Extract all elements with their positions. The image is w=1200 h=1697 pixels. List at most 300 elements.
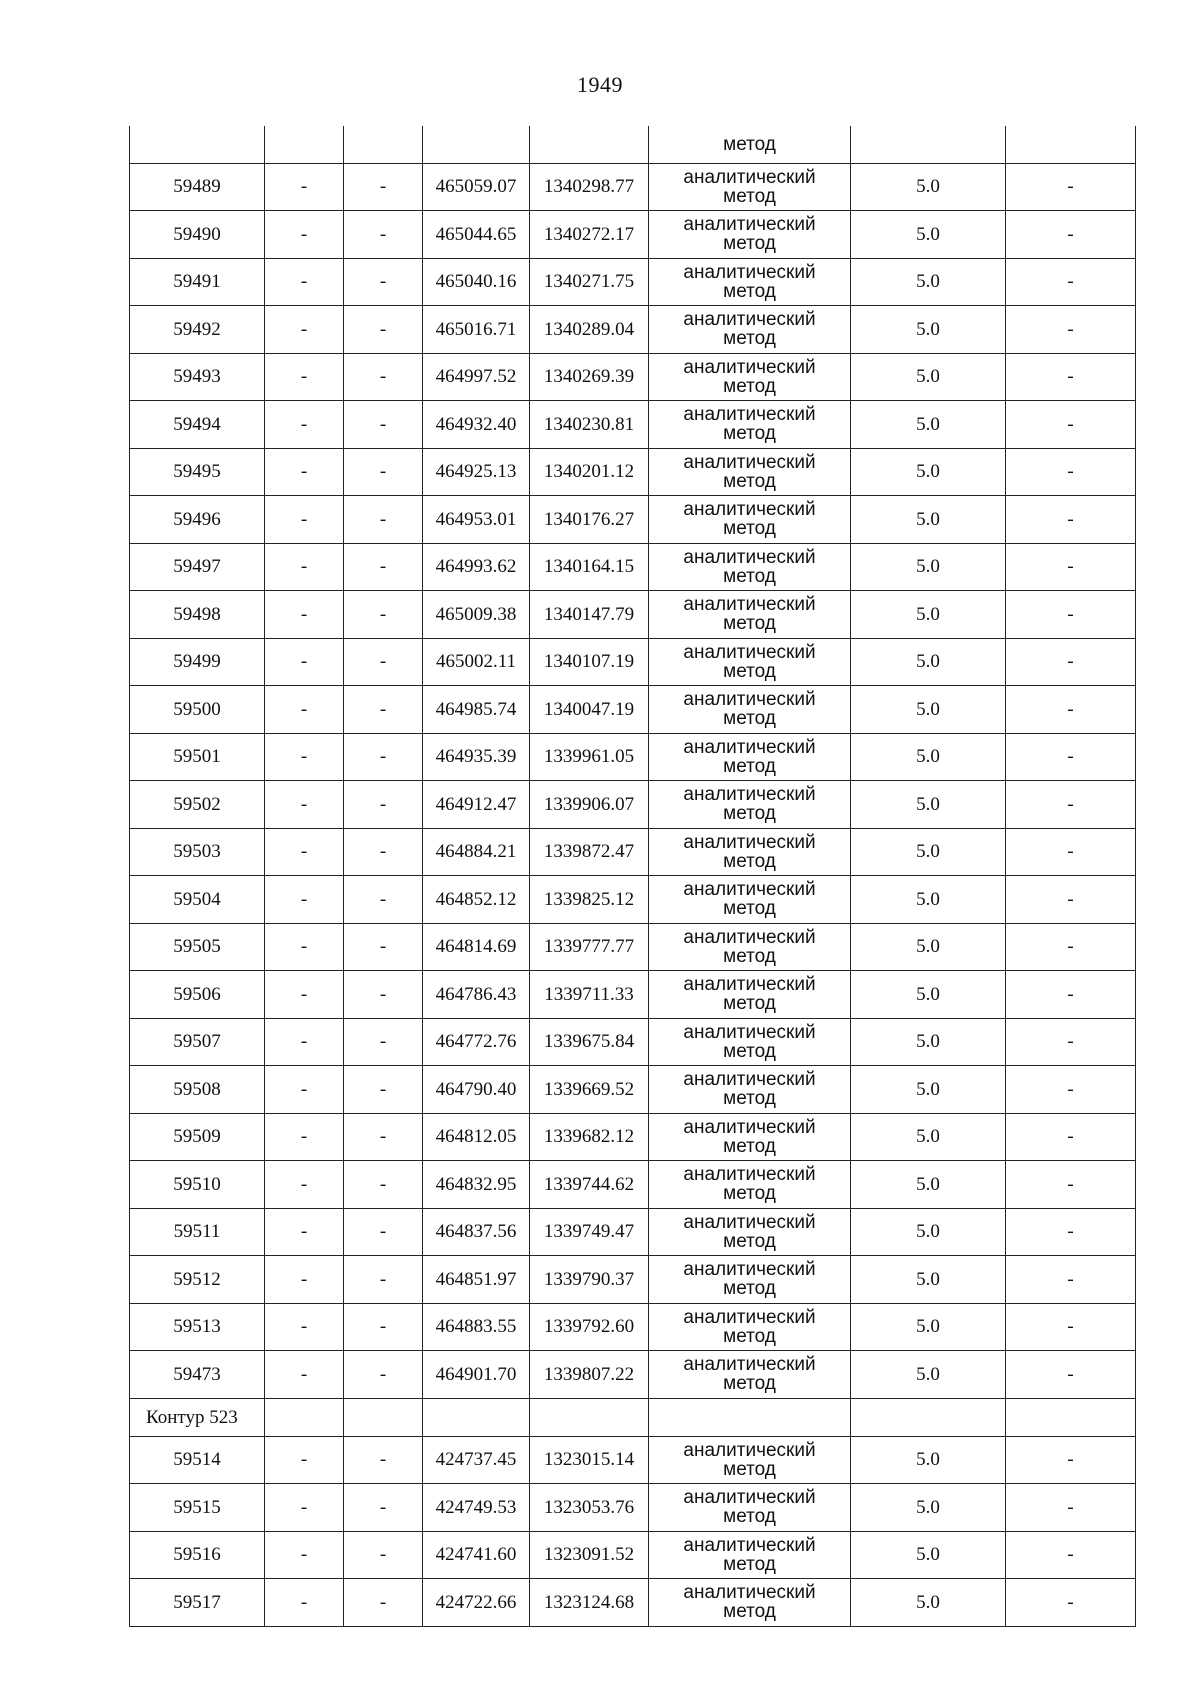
cell-col2: - — [265, 496, 344, 544]
cell-point: 59491 — [130, 258, 265, 306]
cell-col3: - — [344, 1113, 423, 1161]
cell-col2: - — [265, 211, 344, 259]
cell-accuracy: 5.0 — [851, 1161, 1006, 1209]
cell-empty — [1006, 1398, 1136, 1436]
method-line: метод — [723, 1458, 776, 1480]
cell-empty — [649, 1398, 851, 1436]
cell-col3: - — [344, 781, 423, 829]
cell-point: 59512 — [130, 1256, 265, 1304]
method-line: аналитический — [683, 1306, 816, 1328]
cell-accuracy: 5.0 — [851, 1113, 1006, 1161]
cell-col8: - — [1006, 543, 1136, 591]
table-row — [130, 1256, 1136, 1304]
cell-x: 465016.71 — [423, 306, 530, 354]
method-line: метод — [723, 423, 776, 445]
cell-col2: - — [265, 1579, 344, 1627]
cell-point: 59508 — [130, 1066, 265, 1114]
cell-col3: - — [344, 258, 423, 306]
cell-point: 59495 — [130, 448, 265, 496]
cell-accuracy: 5.0 — [851, 163, 1006, 211]
cell-x: 464852.12 — [423, 876, 530, 924]
cell-x: 464925.13 — [423, 448, 530, 496]
cell-y: 1323124.68 — [530, 1579, 649, 1627]
cell-point: 59489 — [130, 163, 265, 211]
cell-point: 59516 — [130, 1531, 265, 1579]
cell-method — [649, 211, 851, 259]
cell-y: 1340230.81 — [530, 401, 649, 449]
method-line: метод — [723, 803, 776, 825]
cell-accuracy: 5.0 — [851, 781, 1006, 829]
cell-accuracy: 5.0 — [851, 1436, 1006, 1484]
method-line: метод — [723, 565, 776, 587]
cell-col2: - — [265, 1208, 344, 1256]
cell-y: 1340107.19 — [530, 638, 649, 686]
table-row — [130, 258, 1136, 306]
cell-y: 1340269.39 — [530, 353, 649, 401]
method-line: метод — [723, 1506, 776, 1528]
cell-point: 59499 — [130, 638, 265, 686]
cell-point: 59473 — [130, 1351, 265, 1399]
cell-col2: - — [265, 1018, 344, 1066]
cell-y: 1339682.12 — [530, 1113, 649, 1161]
cell-y: 1339669.52 — [530, 1066, 649, 1114]
cell-col3: - — [344, 1208, 423, 1256]
cell-accuracy: 5.0 — [851, 401, 1006, 449]
table-row — [130, 496, 1136, 544]
cell-x: 464901.70 — [423, 1351, 530, 1399]
cell-col3: - — [344, 401, 423, 449]
table-row — [130, 1579, 1136, 1627]
cell-method — [649, 126, 851, 163]
cell-col8: - — [1006, 1018, 1136, 1066]
cell-y: 1340272.17 — [530, 211, 649, 259]
cell-y: 1340201.12 — [530, 448, 649, 496]
cell-col3: - — [344, 211, 423, 259]
cell-point: 59490 — [130, 211, 265, 259]
cell-col2: - — [265, 1484, 344, 1532]
cell-method — [649, 1161, 851, 1209]
table-row — [130, 306, 1136, 354]
method-line: метод — [723, 1373, 776, 1395]
cell-y: 1339906.07 — [530, 781, 649, 829]
cell-method — [649, 876, 851, 924]
cell-col8: - — [1006, 401, 1136, 449]
cell-accuracy: 5.0 — [851, 448, 1006, 496]
cell-point: 59517 — [130, 1579, 265, 1627]
cell-col2: - — [265, 1351, 344, 1399]
method-line: метод — [723, 945, 776, 967]
cell-x: 464884.21 — [423, 828, 530, 876]
cell-accuracy: 5.0 — [851, 1303, 1006, 1351]
cell-method — [649, 1113, 851, 1161]
cell-point: 59510 — [130, 1161, 265, 1209]
cell-method — [649, 353, 851, 401]
table-row — [130, 1531, 1136, 1579]
cell-col8 — [1006, 126, 1136, 163]
cell-col3: - — [344, 1256, 423, 1304]
method-line: метод — [723, 518, 776, 540]
cell-col3: - — [344, 1066, 423, 1114]
cell-method — [649, 971, 851, 1019]
cell-x: 465040.16 — [423, 258, 530, 306]
cell-method — [649, 1436, 851, 1484]
cell-y: 1339711.33 — [530, 971, 649, 1019]
cell-y: 1340271.75 — [530, 258, 649, 306]
cell-accuracy: 5.0 — [851, 733, 1006, 781]
cell-col8: - — [1006, 1531, 1136, 1579]
cell-col8: - — [1006, 1436, 1136, 1484]
cell-col8: - — [1006, 686, 1136, 734]
cell-method — [649, 258, 851, 306]
cell-x: 464985.74 — [423, 686, 530, 734]
cell-x: 464837.56 — [423, 1208, 530, 1256]
cell-col8: - — [1006, 258, 1136, 306]
cell-col2: - — [265, 828, 344, 876]
method-line: метод — [723, 1230, 776, 1252]
cell-y: 1339825.12 — [530, 876, 649, 924]
cell-point — [130, 126, 265, 163]
cell-method — [649, 1484, 851, 1532]
cell-col8: - — [1006, 1256, 1136, 1304]
cell-accuracy: 5.0 — [851, 1018, 1006, 1066]
method-line: метод — [723, 1183, 776, 1205]
cell-accuracy: 5.0 — [851, 638, 1006, 686]
cell-y: 1339744.62 — [530, 1161, 649, 1209]
cell-x: 464786.43 — [423, 971, 530, 1019]
cell-y: 1340047.19 — [530, 686, 649, 734]
cell-point: 59501 — [130, 733, 265, 781]
cell-y: 1339792.60 — [530, 1303, 649, 1351]
table-row — [130, 1066, 1136, 1114]
cell-method — [649, 733, 851, 781]
cell-col3: - — [344, 1579, 423, 1627]
table-row — [130, 353, 1136, 401]
cell-col8: - — [1006, 1113, 1136, 1161]
table-row — [130, 686, 1136, 734]
cell-method — [649, 828, 851, 876]
cell-col2: - — [265, 923, 344, 971]
method-line: аналитический — [683, 1069, 816, 1091]
method-line: метод — [723, 898, 776, 920]
cell-empty — [423, 1398, 530, 1436]
cell-method — [649, 543, 851, 591]
cell-method — [649, 448, 851, 496]
cell-col2: - — [265, 591, 344, 639]
cell-col3: - — [344, 1161, 423, 1209]
cell-method — [649, 638, 851, 686]
cell-col3: - — [344, 591, 423, 639]
cell-y: 1339749.47 — [530, 1208, 649, 1256]
cell-col8: - — [1006, 1303, 1136, 1351]
cell-x: 465002.11 — [423, 638, 530, 686]
cell-col3: - — [344, 876, 423, 924]
cell-y: 1340164.15 — [530, 543, 649, 591]
method-line: аналитический — [683, 1021, 816, 1043]
cell-col2: - — [265, 306, 344, 354]
table-row — [130, 1303, 1136, 1351]
method-line: аналитический — [683, 1164, 816, 1186]
cell-method — [649, 1531, 851, 1579]
method-line: аналитический — [683, 879, 816, 901]
method-line: аналитический — [683, 1259, 816, 1281]
method-line: метод — [723, 133, 776, 155]
cell-x: 464953.01 — [423, 496, 530, 544]
cell-col8: - — [1006, 353, 1136, 401]
method-line: метод — [723, 613, 776, 635]
cell-col2: - — [265, 543, 344, 591]
table-row — [130, 733, 1136, 781]
cell-col8: - — [1006, 1161, 1136, 1209]
cell-accuracy: 5.0 — [851, 1531, 1006, 1579]
method-line: метод — [723, 233, 776, 255]
method-line: аналитический — [683, 594, 816, 616]
cell-method — [649, 496, 851, 544]
cell-col2: - — [265, 1256, 344, 1304]
cell-x: 465009.38 — [423, 591, 530, 639]
cell-col3: - — [344, 448, 423, 496]
cell-col2: - — [265, 733, 344, 781]
method-line: метод — [723, 1325, 776, 1347]
cell-col2: - — [265, 353, 344, 401]
method-line: метод — [723, 1553, 776, 1575]
method-line: метод — [723, 1088, 776, 1110]
cell-col3: - — [344, 306, 423, 354]
cell-col3: - — [344, 828, 423, 876]
cell-method — [649, 1208, 851, 1256]
cell-x: 424741.60 — [423, 1531, 530, 1579]
cell-x: 464772.76 — [423, 1018, 530, 1066]
table-row — [130, 211, 1136, 259]
method-line: метод — [723, 185, 776, 207]
cell-point: 59504 — [130, 876, 265, 924]
cell-point: 59507 — [130, 1018, 265, 1066]
cell-accuracy: 5.0 — [851, 1484, 1006, 1532]
cell-accuracy: 5.0 — [851, 211, 1006, 259]
cell-col8: - — [1006, 163, 1136, 211]
method-line: аналитический — [683, 214, 816, 236]
method-line: аналитический — [683, 689, 816, 711]
cell-col8: - — [1006, 1351, 1136, 1399]
method-line: аналитический — [683, 166, 816, 188]
cell-method — [649, 781, 851, 829]
method-line: аналитический — [683, 641, 816, 663]
table-row — [130, 163, 1136, 211]
cell-point: 59515 — [130, 1484, 265, 1532]
cell-col8: - — [1006, 781, 1136, 829]
cell-col3: - — [344, 1484, 423, 1532]
cell-point: 59502 — [130, 781, 265, 829]
cell-accuracy — [851, 126, 1006, 163]
cell-method — [649, 1351, 851, 1399]
cell-col2: - — [265, 876, 344, 924]
method-line: метод — [723, 850, 776, 872]
cell-y: 1340147.79 — [530, 591, 649, 639]
cell-method — [649, 1256, 851, 1304]
cell-point: 59505 — [130, 923, 265, 971]
contour-label: Контур 523 — [130, 1398, 265, 1436]
method-line: аналитический — [683, 736, 816, 758]
coordinates-table — [129, 126, 1136, 1627]
cell-col2: - — [265, 1066, 344, 1114]
cell-accuracy: 5.0 — [851, 1579, 1006, 1627]
cell-point: 59514 — [130, 1436, 265, 1484]
method-line: аналитический — [683, 1116, 816, 1138]
cell-x — [423, 126, 530, 163]
cell-accuracy: 5.0 — [851, 1208, 1006, 1256]
cell-y: 1339790.37 — [530, 1256, 649, 1304]
method-line: метод — [723, 993, 776, 1015]
cell-method — [649, 686, 851, 734]
cell-x: 464851.97 — [423, 1256, 530, 1304]
cell-point: 59492 — [130, 306, 265, 354]
cell-col2: - — [265, 781, 344, 829]
cell-method — [649, 1303, 851, 1351]
method-line: метод — [723, 1040, 776, 1062]
cell-empty — [265, 1398, 344, 1436]
cell-col3: - — [344, 1531, 423, 1579]
cell-point: 59513 — [130, 1303, 265, 1351]
table-row — [130, 1351, 1136, 1399]
cell-col2: - — [265, 1303, 344, 1351]
method-line: аналитический — [683, 831, 816, 853]
cell-y: 1339872.47 — [530, 828, 649, 876]
cell-col8: - — [1006, 1208, 1136, 1256]
cell-accuracy: 5.0 — [851, 923, 1006, 971]
cell-col3: - — [344, 1303, 423, 1351]
method-line: метод — [723, 375, 776, 397]
cell-y: 1323015.14 — [530, 1436, 649, 1484]
cell-y: 1339675.84 — [530, 1018, 649, 1066]
cell-x: 464790.40 — [423, 1066, 530, 1114]
cell-method — [649, 1018, 851, 1066]
cell-col2: - — [265, 971, 344, 1019]
method-line: аналитический — [683, 1534, 816, 1556]
cell-point: 59500 — [130, 686, 265, 734]
cell-method — [649, 923, 851, 971]
cell-accuracy: 5.0 — [851, 876, 1006, 924]
cell-col3: - — [344, 733, 423, 781]
cell-col8: - — [1006, 923, 1136, 971]
cell-x: 464935.39 — [423, 733, 530, 781]
cell-col3 — [344, 126, 423, 163]
cell-x: 464832.95 — [423, 1161, 530, 1209]
cell-accuracy: 5.0 — [851, 1256, 1006, 1304]
cell-point: 59509 — [130, 1113, 265, 1161]
cell-col8: - — [1006, 448, 1136, 496]
table-row — [130, 923, 1136, 971]
cell-col2 — [265, 126, 344, 163]
cell-accuracy: 5.0 — [851, 1351, 1006, 1399]
cell-col8: - — [1006, 496, 1136, 544]
cell-accuracy: 5.0 — [851, 828, 1006, 876]
cell-accuracy: 5.0 — [851, 1066, 1006, 1114]
cell-empty — [530, 1398, 649, 1436]
method-line: метод — [723, 755, 776, 777]
cell-col8: - — [1006, 591, 1136, 639]
cell-col3: - — [344, 923, 423, 971]
cell-col3: - — [344, 638, 423, 686]
contour-row — [130, 1398, 1136, 1436]
method-line: аналитический — [683, 451, 816, 473]
cell-y: 1340176.27 — [530, 496, 649, 544]
cell-col8: - — [1006, 1579, 1136, 1627]
cell-col8: - — [1006, 1066, 1136, 1114]
cell-accuracy: 5.0 — [851, 971, 1006, 1019]
method-line: аналитический — [683, 261, 816, 283]
cell-accuracy: 5.0 — [851, 306, 1006, 354]
cell-col3: - — [344, 496, 423, 544]
table-row — [130, 1484, 1136, 1532]
cell-col8: - — [1006, 306, 1136, 354]
cell-point: 59503 — [130, 828, 265, 876]
cell-point: 59493 — [130, 353, 265, 401]
cell-y: 1323091.52 — [530, 1531, 649, 1579]
cell-col2: - — [265, 1161, 344, 1209]
method-line: метод — [723, 470, 776, 492]
cell-x: 465044.65 — [423, 211, 530, 259]
cell-y: 1340298.77 — [530, 163, 649, 211]
table-row — [130, 1208, 1136, 1256]
cell-col8: - — [1006, 211, 1136, 259]
cell-accuracy: 5.0 — [851, 496, 1006, 544]
table-row — [130, 828, 1136, 876]
cell-col2: - — [265, 448, 344, 496]
cell-method — [649, 401, 851, 449]
cell-point: 59498 — [130, 591, 265, 639]
cell-y — [530, 126, 649, 163]
method-line: аналитический — [683, 404, 816, 426]
cell-x: 464997.52 — [423, 353, 530, 401]
method-line: аналитический — [683, 499, 816, 521]
cell-x: 424749.53 — [423, 1484, 530, 1532]
method-line: аналитический — [683, 974, 816, 996]
method-line: аналитический — [683, 1211, 816, 1233]
method-line: аналитический — [683, 356, 816, 378]
cell-x: 464883.55 — [423, 1303, 530, 1351]
cell-col3: - — [344, 543, 423, 591]
cell-point: 59511 — [130, 1208, 265, 1256]
table-row — [130, 1018, 1136, 1066]
cell-col2: - — [265, 1531, 344, 1579]
cell-point: 59497 — [130, 543, 265, 591]
method-line: аналитический — [683, 926, 816, 948]
cell-x: 424737.45 — [423, 1436, 530, 1484]
cell-x: 464812.05 — [423, 1113, 530, 1161]
cell-col2: - — [265, 258, 344, 306]
cell-col8: - — [1006, 1484, 1136, 1532]
method-line: аналитический — [683, 1582, 816, 1604]
page-number: 1949 — [577, 72, 623, 97]
cell-point: 59496 — [130, 496, 265, 544]
cell-col2: - — [265, 1436, 344, 1484]
cell-y: 1339961.05 — [530, 733, 649, 781]
cell-col3: - — [344, 686, 423, 734]
cell-col3: - — [344, 1351, 423, 1399]
method-line: метод — [723, 1601, 776, 1623]
table-body — [130, 126, 1136, 1626]
method-line: метод — [723, 1278, 776, 1300]
method-line: аналитический — [683, 784, 816, 806]
cell-empty — [851, 1398, 1006, 1436]
cell-col3: - — [344, 353, 423, 401]
cell-col2: - — [265, 163, 344, 211]
cell-accuracy: 5.0 — [851, 591, 1006, 639]
table-row — [130, 1161, 1136, 1209]
method-line: метод — [723, 708, 776, 730]
cell-x: 465059.07 — [423, 163, 530, 211]
cell-method — [649, 306, 851, 354]
cell-y: 1339807.22 — [530, 1351, 649, 1399]
